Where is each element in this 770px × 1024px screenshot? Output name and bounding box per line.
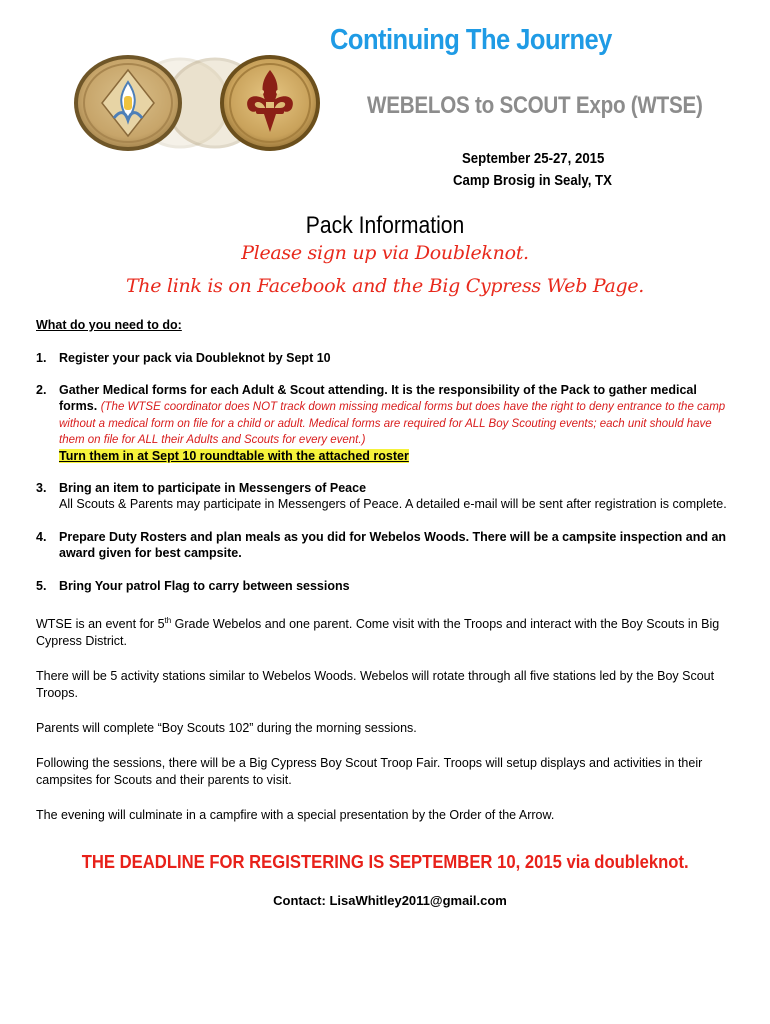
main-content bbox=[36, 318, 736, 824]
step-title: Bring an item to participate in Messengers of Peace bbox=[59, 480, 367, 495]
ordinal-suffix: th bbox=[164, 615, 172, 625]
deadline-notice bbox=[0, 851, 770, 873]
step-number: 2. bbox=[36, 383, 47, 397]
step-title: Bring Your patrol Flag to carry between sessions bbox=[59, 578, 350, 593]
event-location: Camp Brosig in Sealy, TX bbox=[453, 172, 612, 189]
paragraph-stations: There will be 5 activity stations similar to Webelos Woods. Webelos will rotate through all five stations led by the Boy Scout Troops. bbox=[36, 668, 715, 700]
step-title: Prepare Duty Rosters and plan meals as you did for Webelos Woods. There will be a campsite inspection and an award given for best campsite. bbox=[59, 529, 727, 560]
todo-step bbox=[36, 529, 736, 561]
todo-step bbox=[36, 578, 736, 594]
todo-heading: What do you need to do: bbox=[36, 318, 182, 332]
link-instruction: The link is on Facebook and the Big Cypress Web Page. bbox=[125, 275, 645, 297]
deadline-text: THE DEADLINE FOR REGISTERING IS SEPTEMBER 10, 2015 via doubleknot. bbox=[81, 851, 689, 872]
fleur-de-lis-badge-icon bbox=[222, 57, 318, 149]
step-number: 1. bbox=[36, 351, 47, 365]
todo-step bbox=[36, 480, 736, 512]
step-detail: All Scouts & Parents may participate in Messengers of Peace. A detailed e-mail will be sent after registration is complete. bbox=[59, 496, 727, 511]
todo-step bbox=[36, 382, 736, 464]
contact-info: Contact: LisaWhitley2011@gmail.com bbox=[273, 893, 507, 908]
pack-information-heading bbox=[0, 212, 770, 240]
event-date: September 25-27, 2015 bbox=[462, 150, 605, 167]
page-title: Continuing The Journey bbox=[330, 24, 612, 56]
webelos-to-scout-badges bbox=[70, 48, 320, 158]
step-title: Gather Medical forms for each Adult & Scout attending. It is the responsibility of the Pack to gather medical forms. bbox=[59, 383, 697, 413]
step-number: 5. bbox=[36, 578, 47, 593]
step-number: 3. bbox=[36, 480, 47, 495]
todo-step bbox=[36, 350, 736, 366]
step-highlight: Turn them in at Sept 10 roundtable with the attached roster bbox=[59, 448, 409, 463]
step-title: Register your pack via Doubleknot by Sept 10 bbox=[59, 351, 331, 365]
todo-list bbox=[36, 350, 736, 594]
signup-instruction: Please sign up via Doubleknot. bbox=[241, 242, 529, 264]
event-subtitle: WEBELOS to SCOUT Expo (WTSE) bbox=[367, 92, 703, 119]
paragraph-troop-fair: Following the sessions, there will be a Big Cypress Boy Scout Troop Fair. Troops will setup displays and activities in their campsites for Scouts and their parents to visit. bbox=[36, 755, 703, 787]
paragraph-campfire: The evening will culminate in a campfire with a special presentation by the Order of the Arrow. bbox=[36, 807, 555, 822]
paragraph-intro bbox=[36, 612, 736, 650]
pack-heading-text: Pack Information bbox=[305, 212, 465, 239]
paragraph-intro-end: Grade Webelos and one parent. Come visit with the Troops and interact with the Boy Scouts in Big Cypress District. bbox=[36, 616, 720, 648]
paragraph-parents: Parents will complete “Boy Scouts 102” during the morning sessions. bbox=[36, 720, 417, 735]
paragraph-intro-start: WTSE is an event for 5 bbox=[36, 616, 165, 631]
webelos-badge-icon bbox=[76, 57, 180, 149]
step-number: 4. bbox=[36, 529, 47, 544]
step-note: (The WTSE coordinator does NOT track down missing medical forms but does have the right to deny entrance to the camp without a medical form on file for a child or adult. Medical forms are required for ALL Boy Scouting events; each unit should have them on file for ALL their Adults and Scouts for every event.) bbox=[59, 401, 726, 446]
